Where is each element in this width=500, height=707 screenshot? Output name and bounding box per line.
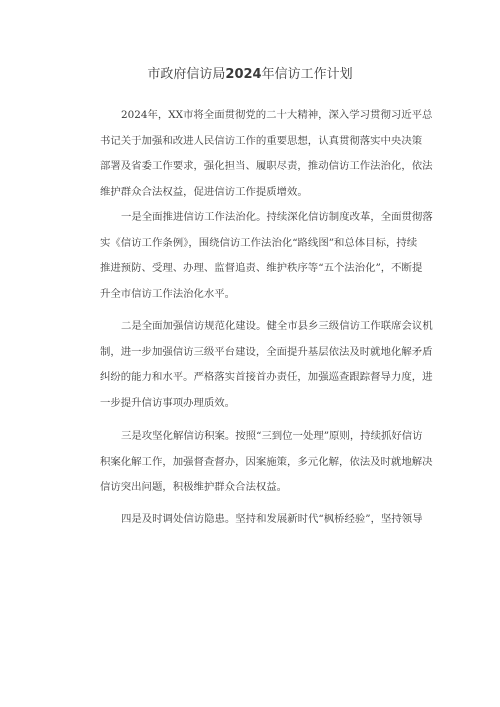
paragraph-line: 一步提升信访事项办理质效。 [100,396,236,409]
paragraph-line: 四是及时调处信访隐患。坚持和发展新时代“枫桥经验”，坚持领导 [121,513,423,525]
paragraph-line: 纠纷的能力和水平。严格落实首接首办责任，加强巡查跟踪督导力度，进 [100,371,433,383]
paragraph-line: 书记关于加强和改进人民信访工作的重要思想，认真贯彻落实中央决策 [100,134,423,147]
paragraph-line: 三是攻坚化解信访积案。按照“三到位一处理”原则，持续抓好信访 [121,430,423,442]
paragraph-line: 部署及省委工作要求，强化担当、履职尽责，推动信访工作法治化，依法 [100,160,433,172]
paragraph-line: 升全市信访工作法治化水平。 [100,287,236,300]
paragraph-line: 推进预防、受理、办理、监督追责、维护秩序等“五个法治化”，不断提 [100,262,423,274]
paragraph-line: 积案化解工作，加强督查督办，因案施策，多元化解，依法及时就地解决 [100,455,433,468]
paragraph-intro [100,103,433,205]
document-title-text: 市政府信访局2024年信访工作计划 [147,67,353,82]
paragraph-item-1 [100,205,433,307]
paragraph-item-3 [100,424,433,501]
paragraph-line: 维护群众合法权益，促进信访工作提质增效。 [100,185,308,198]
paragraph-line: 制，进一步加强信访三级平台建设，全面提升基层依法及时就地化解矛盾 [100,345,433,358]
paragraph-line: 实《信访工作条例》，围绕信访工作法治化“路线图”和总体目标，持续 [100,236,418,249]
paragraph-line: 2024年，XX市将全面贯彻党的二十大精神，深入学习贯彻习近平总 [121,109,433,121]
paragraph-item-2 [100,314,433,416]
paragraph-item-4 [100,507,423,533]
document-title [0,66,500,84]
paragraph-line: 一是全面推进信访工作法治化。持续深化信访制度改革，全面贯彻落 [121,211,433,223]
paragraph-line: 二是全面加强信访规范化建设。健全市县乡三级信访工作联席会议机 [121,320,433,332]
paragraph-line: 信访突出问题，积极维护群众合法权益。 [100,481,288,493]
